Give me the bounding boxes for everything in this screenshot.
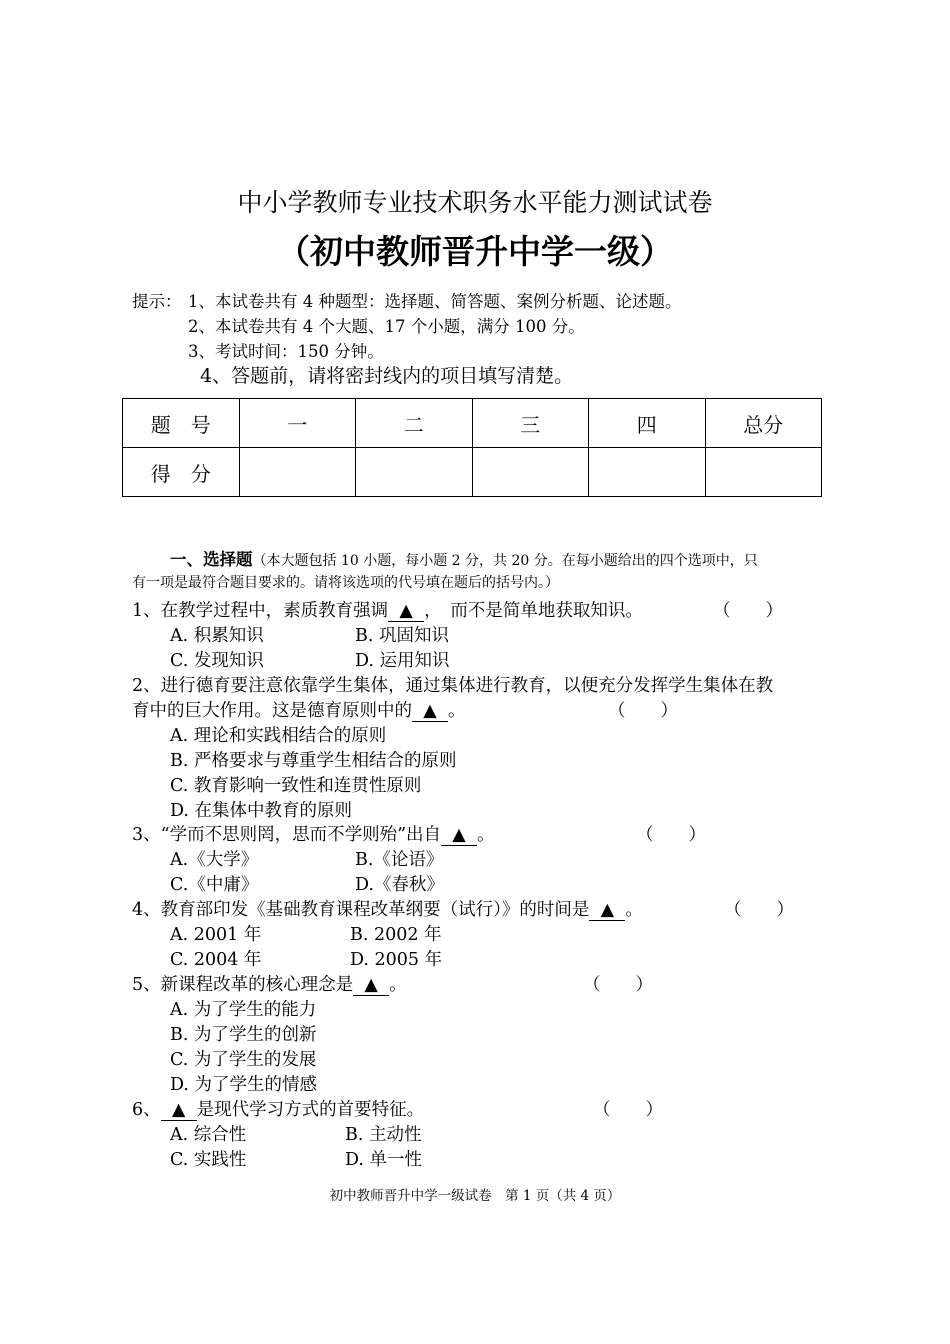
question-5-answer-paren[interactable]: （ ）: [583, 975, 653, 995]
question-1-option-a: A. 积累知识: [170, 626, 264, 646]
question-1-text-a: 1、在教学过程中，素质教育强调: [132, 601, 389, 621]
score-table-header-row: [123, 399, 822, 448]
question-6-text-a: 6、: [132, 1100, 161, 1120]
score-table: [122, 398, 822, 497]
question-4-option-c: C. 2004 年: [170, 950, 262, 970]
score-table-score-row: [123, 448, 822, 497]
question-2-text-a: 育中的巨大作用。这是德育原则中的: [132, 701, 412, 721]
question-4-option-b: B. 2002 年: [350, 925, 442, 945]
question-3-option-c: C.《中庸》: [170, 875, 259, 895]
question-2-blank: ▲: [412, 701, 448, 722]
question-3-text-b: 。: [477, 825, 495, 845]
question-1-text-b: ， 而不是简单地获取知识。: [424, 601, 643, 621]
section1-header: [170, 546, 758, 570]
score-cell-total[interactable]: [705, 448, 822, 497]
question-6-option-a: A. 综合性: [170, 1125, 247, 1145]
question-5-stem: [132, 971, 407, 996]
question-2-stem: [132, 697, 466, 722]
question-6-option-d: D. 单一性: [345, 1150, 423, 1170]
exam-subtitle: （初中教师晋升中学一级）: [277, 232, 673, 271]
score-row-label: 得 分: [123, 448, 240, 497]
question-5-text-b: 。: [389, 975, 407, 995]
question-6-blank: ▲: [161, 1100, 197, 1121]
question-1-blank: ▲: [388, 601, 424, 622]
tip-item-3: 3、考试时间：150 分钟。: [188, 342, 384, 361]
question-2-option-d: D. 在集体中教育的原则: [170, 801, 353, 821]
question-2-line1: 2、进行德育要注意依靠学生集体，通过集体进行教育，以便充分发挥学生集体在教: [132, 676, 774, 696]
score-header-4: 四: [589, 399, 706, 448]
section1-heading: 一、选择题: [170, 550, 253, 569]
question-3-stem: [132, 821, 495, 846]
question-2-answer-paren[interactable]: （ ）: [608, 701, 678, 721]
score-header-2: 二: [356, 399, 473, 448]
question-5-blank: ▲: [353, 975, 389, 996]
score-cell-3[interactable]: [472, 448, 589, 497]
question-5-option-c: C. 为了学生的发展: [170, 1050, 317, 1070]
score-header-3: 三: [472, 399, 589, 448]
question-1-option-c: C. 发现知识: [170, 651, 264, 671]
question-3-text-a: 3、“学而不思则罔，思而不学则殆”出自: [132, 825, 442, 845]
question-4-option-a: A. 2001 年: [170, 925, 262, 945]
question-1-answer-paren[interactable]: （ ）: [713, 601, 783, 621]
question-6-option-c: C. 实践性: [170, 1150, 247, 1170]
question-3-answer-paren[interactable]: （ ）: [636, 825, 706, 845]
exam-title: 中小学教师专业技术职务水平能力测试试卷: [237, 188, 713, 217]
question-3-option-a: A.《大学》: [170, 850, 259, 870]
question-5-text-a: 5、新课程改革的核心理念是: [132, 975, 354, 995]
question-4-option-d: D. 2005 年: [350, 950, 443, 970]
score-cell-2[interactable]: [356, 448, 473, 497]
question-1-stem: [132, 597, 643, 622]
question-2-option-a: A. 理论和实践相结合的原则: [170, 726, 387, 746]
question-4-stem: [132, 896, 643, 921]
question-5-option-b: B. 为了学生的创新: [170, 1025, 317, 1045]
tip-item-4: 4、答题前，请将密封线内的项目填写清楚。: [200, 365, 574, 387]
question-4-answer-paren[interactable]: （ ）: [724, 900, 794, 920]
question-1-option-b: B. 巩固知识: [355, 626, 449, 646]
question-3-option-b: B.《论语》: [355, 850, 444, 870]
score-header-total: 总分: [705, 399, 822, 448]
question-6-option-b: B. 主动性: [345, 1125, 422, 1145]
score-cell-1[interactable]: [239, 448, 356, 497]
section1-note-line2: 有一项是最符合题目要求的。请将该选项的代号填在题后的括号内。）: [132, 575, 559, 591]
question-5-option-d: D. 为了学生的情感: [170, 1075, 318, 1095]
score-header-1: 一: [239, 399, 356, 448]
question-6-answer-paren[interactable]: （ ）: [593, 1100, 663, 1120]
question-6-stem: [132, 1096, 424, 1121]
question-2-option-b: B. 严格要求与尊重学生相结合的原则: [170, 751, 457, 771]
tip-item-1: 1、本试卷共有 4 种题型：选择题、简答题、案例分析题、论述题。: [188, 292, 682, 311]
question-5-option-a: A. 为了学生的能力: [170, 1000, 317, 1020]
question-4-text-b: 。: [625, 900, 643, 920]
question-4-blank: ▲: [589, 900, 625, 921]
score-header-question-no: 题 号: [123, 399, 240, 448]
tips-label: 提示：: [132, 292, 182, 311]
question-3-blank: ▲: [441, 825, 477, 846]
section1-note-line1: （本大题包括 10 小题，每小题 2 分，共 20 分。在每小题给出的四个选项中，只: [252, 553, 758, 569]
tip-item-2: 2、本试卷共有 4 个大题、17 个小题，满分 100 分。: [188, 317, 585, 336]
question-6-text-b: 是现代学习方式的首要特征。: [196, 1100, 425, 1120]
question-4-text-a: 4、教育部印发《基础教育课程改革纲要（试行）》的时间是: [132, 900, 590, 920]
question-2-text-b: 。: [448, 701, 466, 721]
question-1-option-d: D. 运用知识: [355, 651, 450, 671]
page-footer: 初中教师晋升中学一级试卷 第 1 页（共 4 页）: [329, 1188, 621, 1204]
question-2-option-c: C. 教育影响一致性和连贯性原则: [170, 776, 422, 796]
score-cell-4[interactable]: [589, 448, 706, 497]
question-3-option-d: D.《春秋》: [355, 875, 444, 895]
